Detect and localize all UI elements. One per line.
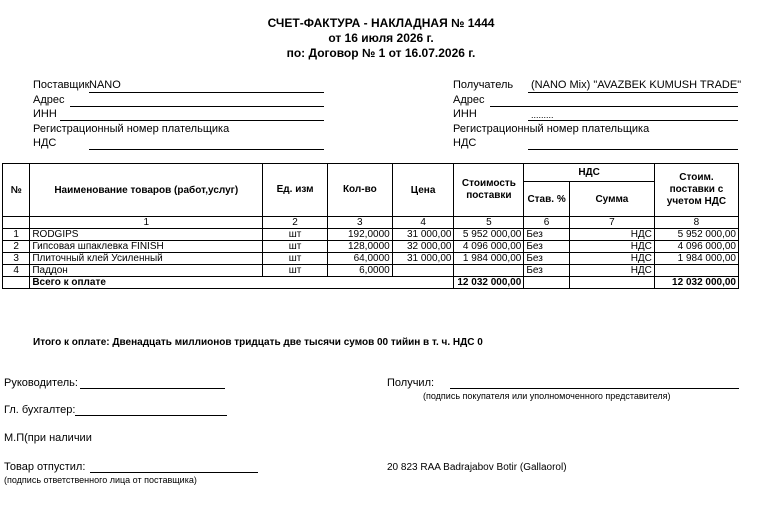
table-row (3, 229, 739, 241)
total-cost: 12 032 000,00 (454, 277, 524, 289)
row-vat-sum: НДС (569, 229, 654, 241)
row-num: 1 (3, 229, 30, 241)
receiver-signature-note: (подпись покупателя или уполномоченного представителя) (423, 391, 671, 401)
row-vat-rate: Без (524, 229, 570, 241)
row-cost: 1 984 000,00 (454, 253, 524, 265)
col-index: 4 (392, 217, 454, 229)
row-name: Плиточный клей Усиленный (30, 253, 263, 265)
col-header-name: Наименование товаров (работ,услуг) (30, 164, 263, 217)
row-qty: 128,0000 (327, 241, 392, 253)
head-signature-line (80, 388, 225, 389)
supplier-vat-underline (89, 149, 324, 150)
released-signature-note: (подпись ответственного лица от поставщика) (4, 475, 197, 485)
supplier-vat-label: НДС (33, 137, 57, 149)
row-total: 1 984 000,00 (654, 253, 738, 265)
row-name: Паддон (30, 265, 263, 277)
row-vat-sum: НДС (569, 265, 654, 277)
row-total: 4 096 000,00 (654, 241, 738, 253)
row-price: 31 000,00 (392, 253, 454, 265)
stamp-label: М.П(при наличии (4, 432, 92, 444)
table-row (3, 241, 739, 253)
row-vat-rate: Без (524, 241, 570, 253)
col-header-unit: Ед. изм (263, 164, 328, 217)
row-unit: шт (263, 253, 328, 265)
col-index: 3 (327, 217, 392, 229)
receiver-address-underline (490, 106, 738, 107)
col-header-price: Цена (392, 164, 454, 217)
row-total (654, 265, 738, 277)
accountant-signature-line (75, 415, 227, 416)
receiver-signature-line (450, 388, 739, 389)
column-index-row (3, 217, 739, 229)
supplier-inn-label: ИНН (33, 108, 57, 120)
receiver-inn-underline (528, 120, 738, 121)
col-header-num: № (3, 164, 30, 217)
row-price: 32 000,00 (392, 241, 454, 253)
receiver-reg-label: Регистрационный номер плательщика (453, 123, 650, 135)
row-vat-sum: НДС (569, 253, 654, 265)
row-price (392, 265, 454, 277)
row-vat-rate: Без (524, 253, 570, 265)
table-row (3, 265, 739, 277)
table-row (3, 253, 739, 265)
receiver-signature-label: Получил: (387, 377, 435, 389)
row-unit: шт (263, 229, 328, 241)
released-label: Товар отпустил: (4, 461, 86, 473)
row-name: RODGIPS (30, 229, 263, 241)
supplier-address-label: Адрес (33, 94, 65, 106)
col-index: 8 (654, 217, 738, 229)
col-header-cost: Стоимость поставки (454, 164, 524, 217)
row-unit: шт (263, 265, 328, 277)
row-vat-sum: НДС (569, 241, 654, 253)
receiver-underline (528, 92, 738, 93)
row-name: Гипсовая шпаклевка FINISH (30, 241, 263, 253)
row-total: 5 952 000,00 (654, 229, 738, 241)
accountant-label: Гл. бухгалтер: (4, 404, 76, 416)
receiver-label: Получатель (453, 79, 514, 91)
row-num: 4 (3, 265, 30, 277)
invoice-items-table (2, 163, 739, 289)
receiver-vat-underline (528, 149, 738, 150)
receiver-inn-label: ИНН (453, 108, 477, 120)
receiver-address-label: Адрес (453, 94, 485, 106)
supplier-value: NANO (89, 79, 121, 91)
supplier-address-underline (70, 106, 324, 107)
row-cost (454, 265, 524, 277)
total-sum: 12 032 000,00 (654, 277, 738, 289)
total-row (3, 277, 739, 289)
col-header-total: Стоим. поставки с учетом НДС (654, 164, 738, 217)
receiver-vat-label: НДС (453, 137, 477, 149)
col-header-vat: НДС (524, 164, 655, 182)
invoice-date: от 16 июля 2026 г. (328, 31, 434, 45)
receiver-inn-value: ......... (531, 110, 554, 120)
row-num: 3 (3, 253, 30, 265)
invoice-contract: по: Договор № 1 от 16.07.2026 г. (286, 46, 476, 60)
row-qty: 192,0000 (327, 229, 392, 241)
invoice-title: СЧЕТ-ФАКТУРА - НАКЛАДНАЯ № 1444 (267, 16, 495, 30)
row-qty: 6,0000 (327, 265, 392, 277)
row-cost: 5 952 000,00 (454, 229, 524, 241)
col-header-qty: Кол-во (327, 164, 392, 217)
released-signature-line (90, 472, 258, 473)
col-header-vat-rate: Став. % (524, 182, 570, 217)
summary-text: Итого к оплате: Двенадцать миллионов тридцать две тысячи сумов 00 тийин в т. ч. НДС 0 (33, 337, 483, 348)
row-qty: 64,0000 (327, 253, 392, 265)
col-index: 7 (569, 217, 654, 229)
row-unit: шт (263, 241, 328, 253)
row-vat-rate: Без (524, 265, 570, 277)
supplier-inn-underline (60, 120, 324, 121)
row-price: 31 000,00 (392, 229, 454, 241)
row-num: 2 (3, 241, 30, 253)
supplier-label: Поставщик (33, 79, 90, 91)
total-label: Всего к оплате (30, 277, 454, 289)
col-index: 6 (524, 217, 570, 229)
receiver-value: (NANO Mix) "AVAZBEK KUMUSH TRADE" (531, 79, 742, 91)
supplier-underline (89, 92, 324, 93)
row-cost: 4 096 000,00 (454, 241, 524, 253)
head-label: Руководитель: (4, 377, 78, 389)
col-index: 2 (263, 217, 328, 229)
supplier-reg-label: Регистрационный номер плательщика (33, 123, 230, 135)
col-index: 1 (30, 217, 263, 229)
col-header-vat-sum: Сумма (569, 182, 654, 217)
col-index: 5 (454, 217, 524, 229)
driver-info: 20 823 RAA Badrajabov Botir (Gallaorol) (387, 462, 567, 473)
